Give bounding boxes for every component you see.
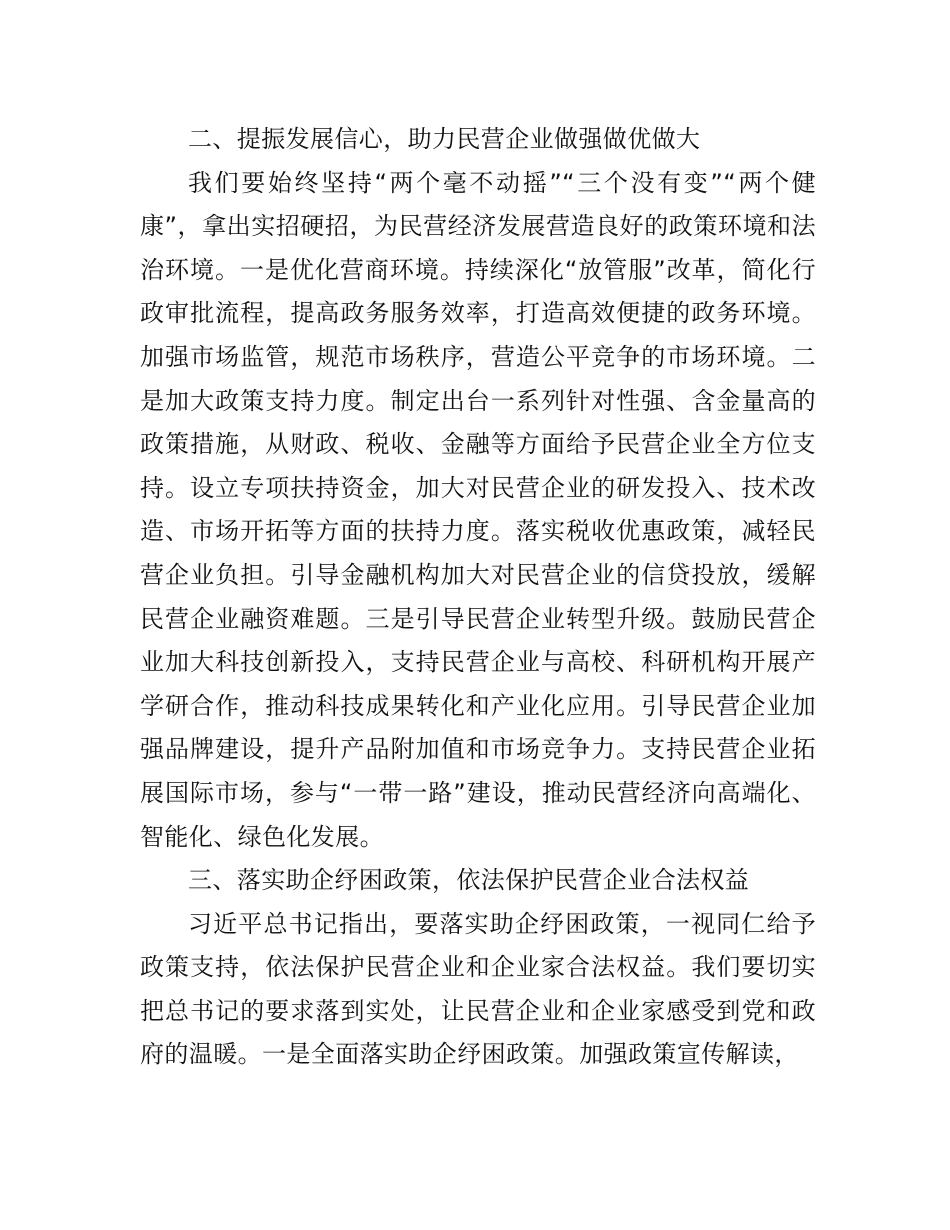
section-heading-3: 三、落实助企纾困政策，依法保护民营企业合法权益 [188, 866, 750, 895]
body-paragraph-2: 我们要始终坚持“两个毫不动摇”“三个没有变”“两个健康”，拿出实招硬招，为民营经济发展营造良好的政策环境和法治环境。一是优化营商环境。持续深化“放管服”改革，简化行政审批流程，提高政务服务效率，打造高效便捷的政务环境。加强市场监管，规范市场秩序，营造公平竞争的市场环境。二是加大政策支持力度。制定出台一系列针对性强、含金量高的政策措施，从财政、税收、金融等方面给予民营企业全方位支持。设立专项扶持资金，加大对民营企业的研发投入、技术改造、市场开拓等方面的扶持力度。落实税收优惠政策，减轻民营企业负担。引导金融机构加大对民营企业的信贷投放，缓解民营企业融资难题。三是引导民营企业转型升级。鼓励民营企业加大科技创新投入，支持民营企业与高校、科研机构开展产学研合作，推动科技成果转化和产业化应用。引导民营企业加强品牌建设，提升产品附加值和市场竞争力。支持民营企业拓展国际市场，参与“一带一路”建设，推动民营经济向高端化、智能化、绿色化发展。 [140, 168, 816, 851]
body-paragraph-3: 习近平总书记指出，要落实助企纾困政策，一视同仁给予政策支持，依法保护民营企业和企业家合法权益。我们要切实把总书记的要求落到实处，让民营企业和企业家感受到党和政府的温暖。一是全面落实助企纾困政策。加强政策宣传解读， [140, 909, 816, 1069]
document-body [140, 118, 816, 1077]
section-heading-2: 二、提振发展信心，助力民营企业做强做优做大 [188, 125, 701, 153]
